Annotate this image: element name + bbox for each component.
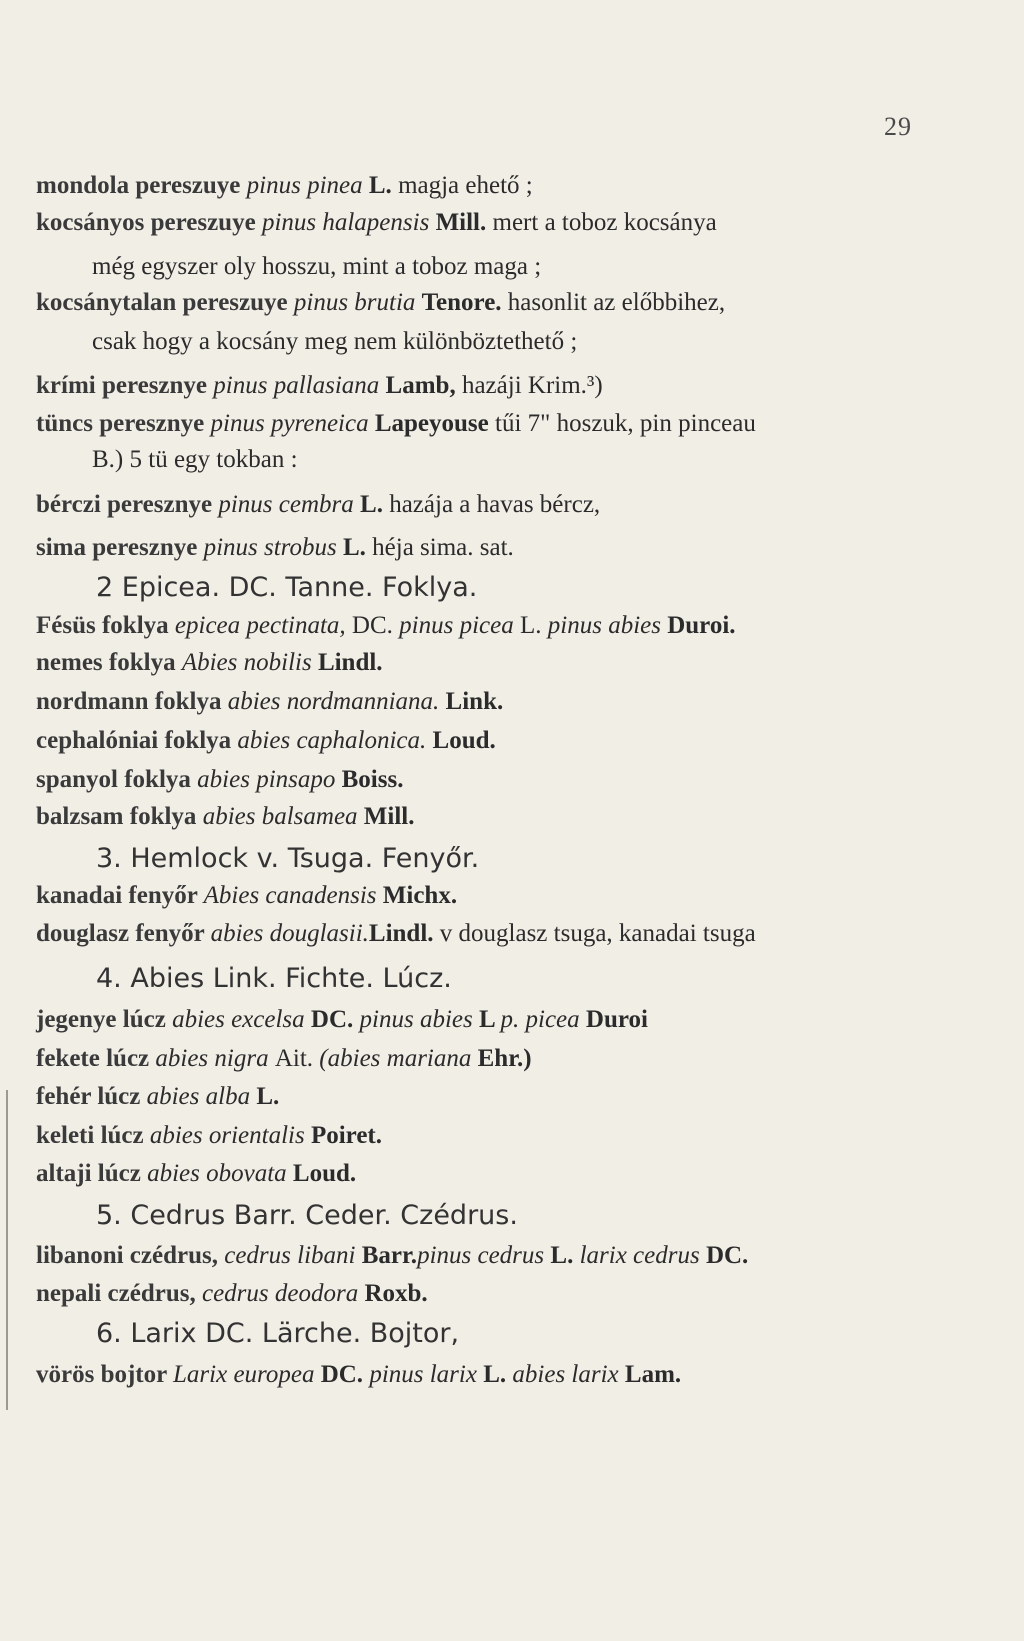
author: Boiss. bbox=[341, 766, 404, 793]
species-entry bbox=[36, 1278, 984, 1310]
description: mert a toboz kocsánya bbox=[492, 209, 717, 236]
scientific-name: pinus brutia bbox=[293, 289, 416, 316]
scientific-name: pinus pyreneica bbox=[210, 410, 369, 437]
scientific-name: pinus strobus bbox=[203, 534, 337, 561]
scientific-name: epicea pectinata, bbox=[174, 612, 352, 639]
common-name: fekete lúcz bbox=[36, 1045, 156, 1072]
species-entry bbox=[36, 489, 984, 521]
author: L. bbox=[360, 491, 383, 518]
common-name: nordmann foklya bbox=[36, 688, 228, 715]
text: Ait. bbox=[274, 1045, 320, 1072]
common-name: kocsánytalan pereszuye bbox=[36, 289, 288, 316]
scientific-name: abies pinsapo bbox=[197, 766, 342, 793]
scientific-name: pinus cembra bbox=[218, 491, 354, 518]
species-entry bbox=[36, 764, 984, 796]
species-entry bbox=[36, 918, 984, 950]
common-name: douglasz fenyőr bbox=[36, 920, 211, 947]
scientific-name: cedrus libani bbox=[224, 1242, 362, 1269]
scientific-name: Abies nobilis bbox=[181, 649, 318, 676]
description: magja ehető ; bbox=[398, 172, 533, 199]
common-name: keleti lúcz bbox=[36, 1122, 150, 1149]
scientific-name: abies alba bbox=[146, 1083, 257, 1110]
author: Mill. bbox=[435, 209, 487, 236]
scientific-name: Abies canadensis bbox=[203, 882, 383, 909]
species-entry bbox=[36, 408, 984, 440]
author: Duroi bbox=[585, 1006, 648, 1033]
species-entry bbox=[36, 647, 984, 679]
species-entry bbox=[36, 1158, 984, 1190]
author: L bbox=[478, 1006, 501, 1033]
scientific-name: abies obovata bbox=[147, 1160, 293, 1187]
author: L. bbox=[550, 1242, 580, 1269]
scientific-name: pinus pallasiana bbox=[213, 372, 380, 399]
scientific-name: abies orientalis bbox=[149, 1122, 311, 1149]
section-heading: 3. Hemlock v. Tsuga. Fenyőr. bbox=[96, 843, 480, 874]
scientific-name: abies larix bbox=[512, 1361, 625, 1388]
author: Link. bbox=[445, 688, 504, 715]
author: Lindl. bbox=[317, 649, 383, 676]
author: Loud. bbox=[292, 1160, 357, 1187]
author: Ehr.) bbox=[477, 1045, 532, 1072]
author: L. bbox=[368, 172, 392, 199]
species-entry bbox=[36, 207, 984, 239]
common-name: nemes foklya bbox=[36, 649, 182, 676]
scientific-name: abies nigra bbox=[155, 1045, 275, 1072]
author: Barr. bbox=[361, 1242, 418, 1269]
author: Duroi. bbox=[667, 612, 736, 639]
scientific-name: pinus halapensis bbox=[261, 209, 430, 236]
author: L. bbox=[483, 1361, 513, 1388]
author: DC. bbox=[310, 1006, 360, 1033]
text: L. bbox=[519, 612, 548, 639]
text: v douglasz tsuga, kanadai tsuga bbox=[439, 920, 756, 947]
scientific-name: pinus larix bbox=[369, 1361, 484, 1388]
scientific-name: abies balsamea bbox=[202, 803, 364, 830]
scientific-name: abies caphalonica. bbox=[237, 727, 433, 754]
author: DC. bbox=[705, 1242, 749, 1269]
species-entry bbox=[36, 1240, 984, 1272]
scientific-name: pinus abies bbox=[547, 612, 668, 639]
author: L. bbox=[256, 1083, 280, 1110]
species-entry bbox=[36, 287, 984, 319]
author: Mill. bbox=[363, 803, 415, 830]
text: DC. bbox=[351, 612, 400, 639]
common-name: sima peresznye bbox=[36, 534, 198, 561]
author: DC. bbox=[320, 1361, 370, 1388]
description: hazáji Krim.³) bbox=[461, 372, 603, 399]
common-name: kocsányos pereszuye bbox=[36, 209, 256, 236]
species-entry bbox=[36, 1120, 984, 1152]
common-name: bérczi peresznye bbox=[36, 491, 213, 518]
scientific-name: larix cedrus bbox=[579, 1242, 706, 1269]
description: hazája a havas bércz, bbox=[389, 491, 601, 518]
common-name: vörös bojtor bbox=[36, 1361, 174, 1388]
common-name: tüncs peresznye bbox=[36, 410, 205, 437]
author: Michx. bbox=[382, 882, 458, 909]
scientific-name: (abies mariana bbox=[319, 1045, 478, 1072]
section-heading: 5. Cedrus Barr. Ceder. Czédrus. bbox=[96, 1200, 518, 1231]
species-entry bbox=[36, 370, 984, 402]
entry-continuation: csak hogy a kocsány meg nem különböztethető ; bbox=[92, 328, 578, 355]
scientific-name: pinus pinea bbox=[246, 172, 363, 199]
author: Lam. bbox=[624, 1361, 682, 1388]
description: tűi 7" hoszuk, pin pinceau bbox=[495, 410, 756, 437]
common-name: spanyol foklya bbox=[36, 766, 198, 793]
common-name: kanadai fenyőr bbox=[36, 882, 204, 909]
author: Tenore. bbox=[421, 289, 502, 316]
common-name: mondola pereszuye bbox=[36, 172, 241, 199]
section-heading: 6. Larix DC. Lärche. Bojtor, bbox=[96, 1318, 460, 1349]
common-name: nepali czédrus, bbox=[36, 1280, 202, 1307]
common-name: fehér lúcz bbox=[36, 1083, 147, 1110]
scientific-name: abies excelsa bbox=[172, 1006, 311, 1033]
common-name: balzsam foklya bbox=[36, 803, 203, 830]
scientific-name: abies nordmanniana. bbox=[227, 688, 446, 715]
author: Lindl. bbox=[368, 920, 440, 947]
section-heading: 2 Epicea. DC. Tanne. Foklya. bbox=[96, 572, 478, 603]
species-entry bbox=[36, 1004, 984, 1036]
page-edge-shadow bbox=[6, 1090, 8, 1410]
scientific-name: Larix europea bbox=[173, 1361, 321, 1388]
author: Loud. bbox=[432, 727, 496, 754]
description: héja sima. sat. bbox=[372, 534, 514, 561]
species-entry bbox=[36, 725, 984, 757]
page-number: 29 bbox=[884, 112, 912, 141]
entry-continuation: még egyszer oly hosszu, mint a toboz maga ; bbox=[92, 253, 542, 280]
species-entry bbox=[36, 880, 984, 912]
species-entry bbox=[36, 1043, 984, 1075]
scientific-name: cedrus deodora bbox=[201, 1280, 365, 1307]
common-name: cephalóniai foklya bbox=[36, 727, 238, 754]
common-name: libanoni czédrus, bbox=[36, 1242, 225, 1269]
scientific-name: p. picea bbox=[500, 1006, 586, 1033]
author: Lamb, bbox=[385, 372, 456, 399]
species-entry bbox=[36, 801, 984, 833]
scientific-name: pinus cedrus bbox=[417, 1242, 551, 1269]
species-entry bbox=[36, 610, 984, 642]
author: Poiret. bbox=[310, 1122, 383, 1149]
entry-continuation: B.) 5 tü egy tokban : bbox=[92, 446, 298, 473]
common-name: altaji lúcz bbox=[36, 1160, 148, 1187]
description: hasonlit az előbbihez, bbox=[507, 289, 726, 316]
author: Lapeyouse bbox=[374, 410, 489, 437]
species-entry bbox=[36, 1081, 984, 1113]
section-heading: 4. Abies Link. Fichte. Lúcz. bbox=[96, 963, 452, 994]
scientific-name: pinus abies bbox=[359, 1006, 479, 1033]
scientific-name: abies douglasii. bbox=[210, 920, 369, 947]
author: Roxb. bbox=[364, 1280, 428, 1307]
common-name: krími peresznye bbox=[36, 372, 208, 399]
species-entry bbox=[36, 532, 984, 564]
author: L. bbox=[342, 534, 366, 561]
common-name: Fésüs foklya bbox=[36, 612, 175, 639]
scientific-name: pinus picea bbox=[399, 612, 520, 639]
species-entry bbox=[36, 686, 984, 718]
species-entry bbox=[36, 170, 984, 202]
species-entry bbox=[36, 1359, 984, 1391]
common-name: jegenye lúcz bbox=[36, 1006, 173, 1033]
